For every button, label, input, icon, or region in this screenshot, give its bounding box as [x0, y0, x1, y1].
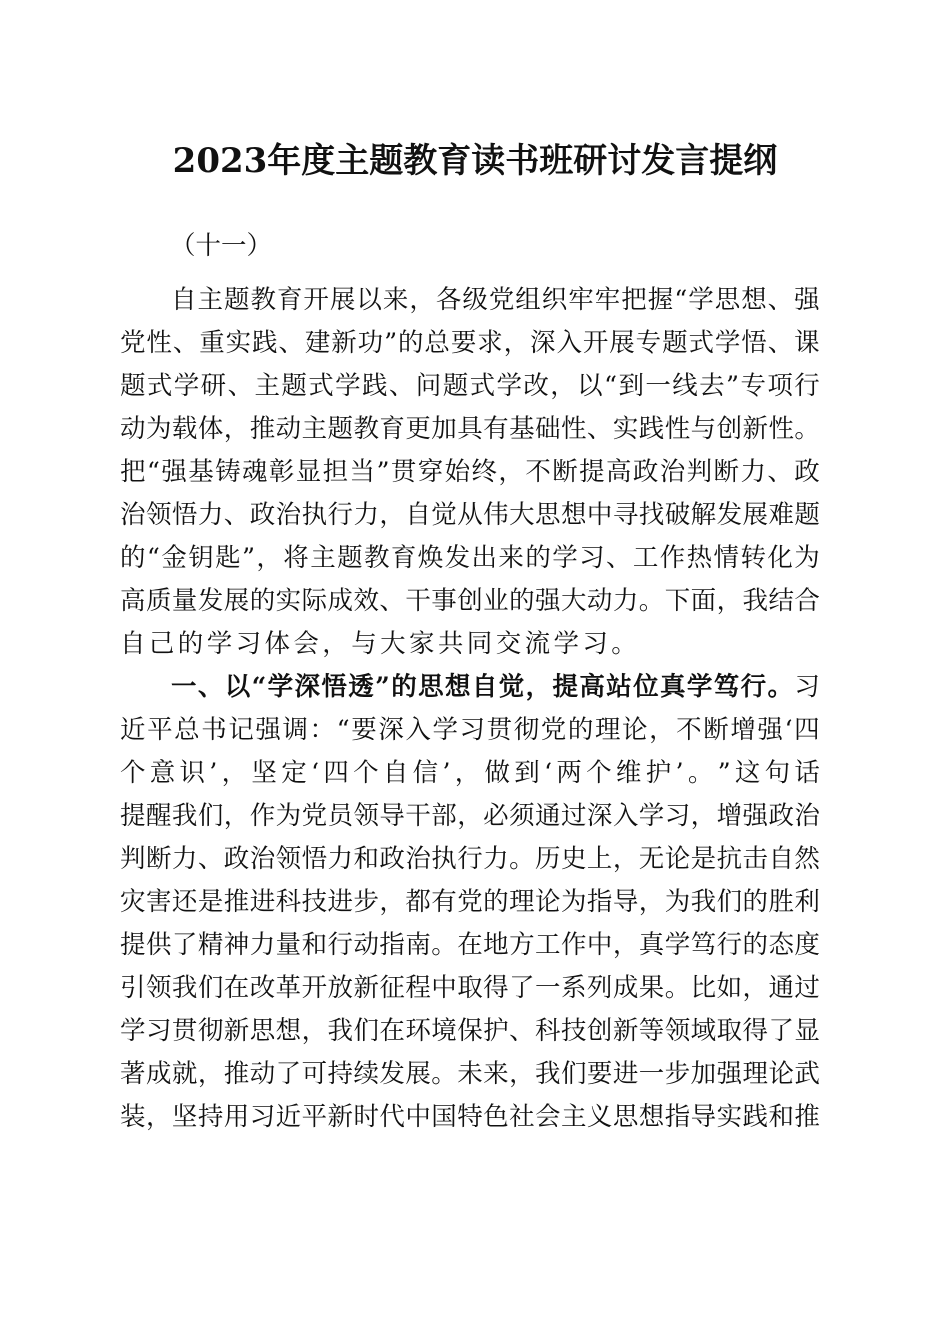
- section-number: （十一）: [170, 231, 273, 261]
- text-line: 治 领 悟 力 、 政 治 执 行 力 ， 自 觉 从 伟 大 思 想 中 寻 找 破 解 发 展 难 题: [120, 500, 820, 530]
- text-line: 判 断 力 、 政 治 领 悟 力 和 政 治 执 行 力 。 历 史 上 ， 无 论 是 抗 击 自 然: [120, 844, 820, 874]
- text-line: 近 平 总 书 记 强 调 ： “ 要 深 入 学 习 贯 彻 党 的 理 论 ， 不 断 增 强 ‘ 四: [120, 715, 820, 745]
- text-line: 提 供 了 精 神 力 量 和 行 动 指 南 。 在 地 方 工 作 中 ， 真 学 笃 行 的 态 度: [120, 930, 820, 960]
- text-line: 动 为 载 体 ， 推 动 主 题 教 育 更 加 具 有 基 础 性 、 实 践 性 与 创 新 性 。: [120, 414, 820, 444]
- text-line: 的 “ 金 钥 匙 ” ， 将 主 题 教 育 焕 发 出 来 的 学 习 、 工 作 热 情 转 化 为: [120, 543, 820, 573]
- document-title: 2023年度主题教育读书班研讨发言提纲: [172, 141, 778, 181]
- text-line: 引 领 我 们 在 改 革 开 放 新 征 程 中 取 得 了 一 系 列 成 果 。 比 如 ， 通 过: [120, 973, 820, 1003]
- text-line: 题 式 学 研 、 主 题 式 学 践 、 问 题 式 学 改 ， 以 “ 到 一 线 去 ” 专 项 行: [120, 371, 820, 401]
- text-line: 自己的学习体会，与大家共同交流学习。: [120, 629, 641, 659]
- text-line: 学 习 贯 彻 新 思 想 ， 我 们 在 环 境 保 护 、 科 技 创 新 等 领 域 取 得 了 显: [120, 1016, 820, 1046]
- text-line: 党 性 、 重 实 践 、 建 新 功 ” 的 总 要 求 ， 深 入 开 展 专 题 式 学 悟 、 课: [120, 328, 820, 358]
- text-line: 装 ， 坚 持 用 习 近 平 新 时 代 中 国 特 色 社 会 主 义 思 想 指 导 实 践 和 推: [120, 1102, 820, 1132]
- text-line: 个 意 识 ’ ， 坚 定 ‘ 四 个 自 信 ’ ， 做 到 ‘ 两 个 维 护 ’ 。 ” 这 句 话: [120, 758, 820, 788]
- text-line: 一 、 以 “ 学 深 悟 透 ” 的 思 想 自 觉 ， 提 高 站 位 真 学 笃 行 。 习: [171, 672, 820, 702]
- text-line: 著 成 就 ， 推 动 了 可 持 续 发 展 。 未 来 ， 我 们 要 进 一 步 加 强 理 论 武: [120, 1059, 820, 1089]
- text-line: 自 主 题 教 育 开 展 以 来 ， 各 级 党 组 织 牢 牢 把 握 “ 学 思 想 、 强: [171, 285, 820, 315]
- text-line: 把 “ 强 基 铸 魂 彰 显 担 当 ” 贯 穿 始 终 ， 不 断 提 高 政 治 判 断 力 、 政: [120, 457, 820, 487]
- text-line: 高 质 量 发 展 的 实 际 成 效 、 干 事 创 业 的 强 大 动 力 。 下 面 ， 我 结 合: [120, 586, 820, 616]
- text-line: 灾 害 还 是 推 进 科 技 进 步 ， 都 有 党 的 理 论 为 指 导 ， 为 我 们 的 胜 利: [120, 887, 820, 917]
- text-line: 提 醒 我 们 ， 作 为 党 员 领 导 干 部 ， 必 须 通 过 深 入 学 习 ， 增 强 政 治: [120, 801, 820, 831]
